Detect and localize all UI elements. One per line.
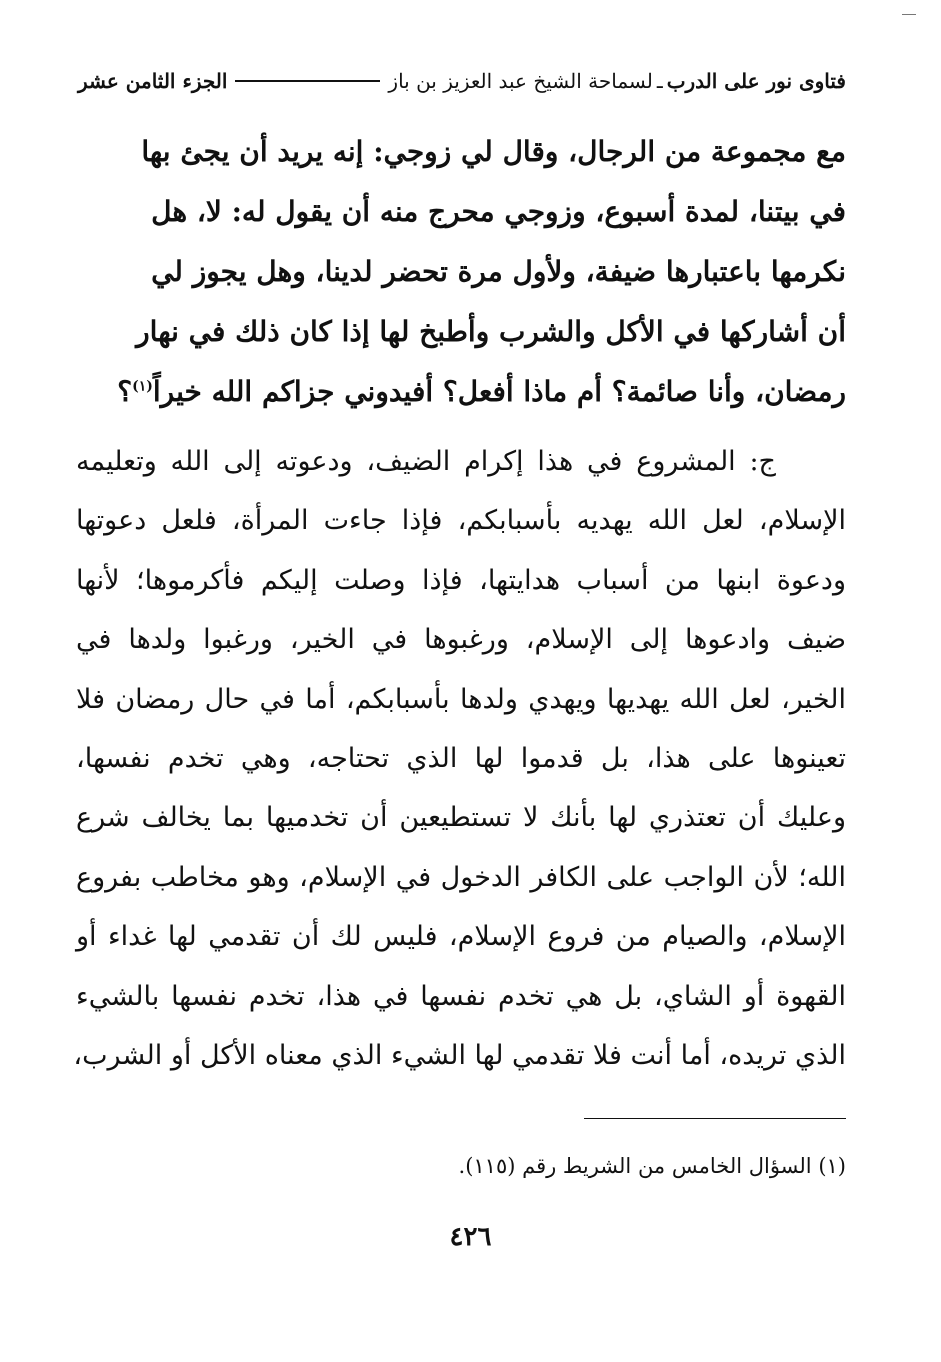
footnote: (١) السؤال الخامس من الشريط رقم (١١٥). [458, 1154, 846, 1178]
answer-line: تعينوها على هذا، بل قدموا لها الذي تحتاجه، وهي تخدم نفسها، [76, 742, 846, 774]
answer-line: ج: المشروع في هذا إكرام الضيف، ودعوته إلى الله وتعليمه [76, 446, 776, 477]
answer-line: القهوة أو الشاي، بل هي تخدم نفسها في هذا، تخدم نفسها بالشيء [76, 980, 846, 1012]
answer-text [73, 432, 846, 1085]
answer-line: وعليك أن تعتذري لها بأنك لا تستطيعين أن تخدميها بما يخالف شرع [76, 802, 846, 834]
answer-line: الله؛ لأن الواجب على الكافر الدخول في الإسلام، وهو مخاطب بفروع [76, 861, 846, 893]
question-line: أن أشاركها في الأكل والشرب وأطبخ لها إذا كان ذلك في نهار [136, 315, 846, 348]
answer-line: الخير، لعل الله يهديها ويهدي ولدها بأسبابكم، أما في حال رمضان فلا [76, 683, 846, 715]
question-line: في بيتنا، لمدة أسبوع، وزوجي محرج منه أن يقول له: لا، هل [151, 195, 846, 228]
answer-line: ضيف وادعوها إلى الإسلام، ورغبوها في الخير، ورغبوا ولدها في [76, 624, 846, 656]
answer-line: الإسلام، والصيام من فروع الإسلام، فليس لك أن تقدمي لها غداء أو [76, 921, 846, 953]
page-number: ٤٢٦ [449, 1222, 492, 1252]
answer-line: الإسلام، لعل الله يهديه بأسبابكم، فإذا جاءت المرأة، فلعل دعوتها [76, 505, 846, 537]
scan-corner-mark [902, 14, 916, 15]
header-rule [235, 80, 380, 82]
author-credit: لسماحة الشيخ عبد العزيز بن باز [388, 69, 653, 93]
question-line-last [117, 362, 846, 422]
question-last-text: رمضان، وأنا صائمة؟ أم ماذا أفعل؟ أفيدوني جزاكم الله خيراً [152, 375, 846, 408]
book-title: فتاوى نور على الدرب [666, 69, 846, 93]
question-line: مع مجموعة من الرجال، وقال لي زوجي: إنه يريد أن يجئ بها [141, 135, 846, 168]
header-separator: ـ [656, 69, 663, 93]
question-end-mark: ؟ [117, 375, 133, 408]
footnote-reference[interactable]: (١) [132, 378, 153, 395]
answer-line: الذي تريده، أما أنت فلا تقدمي لها الشيء الذي معناه الأكل أو الشرب، [73, 1039, 846, 1071]
answer-line: ودعوة ابنها من أسباب هدايتها، فإذا وصلت إليكم فأكرموها؛ لأنها [76, 564, 846, 596]
running-header [78, 64, 846, 98]
footnote-rule [584, 1118, 846, 1119]
question-line: نكرمها باعتبارها ضيفة، ولأول مرة تحضر لدينا، وهل يجوز لي [151, 255, 846, 288]
volume-part: الجزء الثامن عشر [78, 69, 228, 93]
question-text [117, 122, 846, 422]
